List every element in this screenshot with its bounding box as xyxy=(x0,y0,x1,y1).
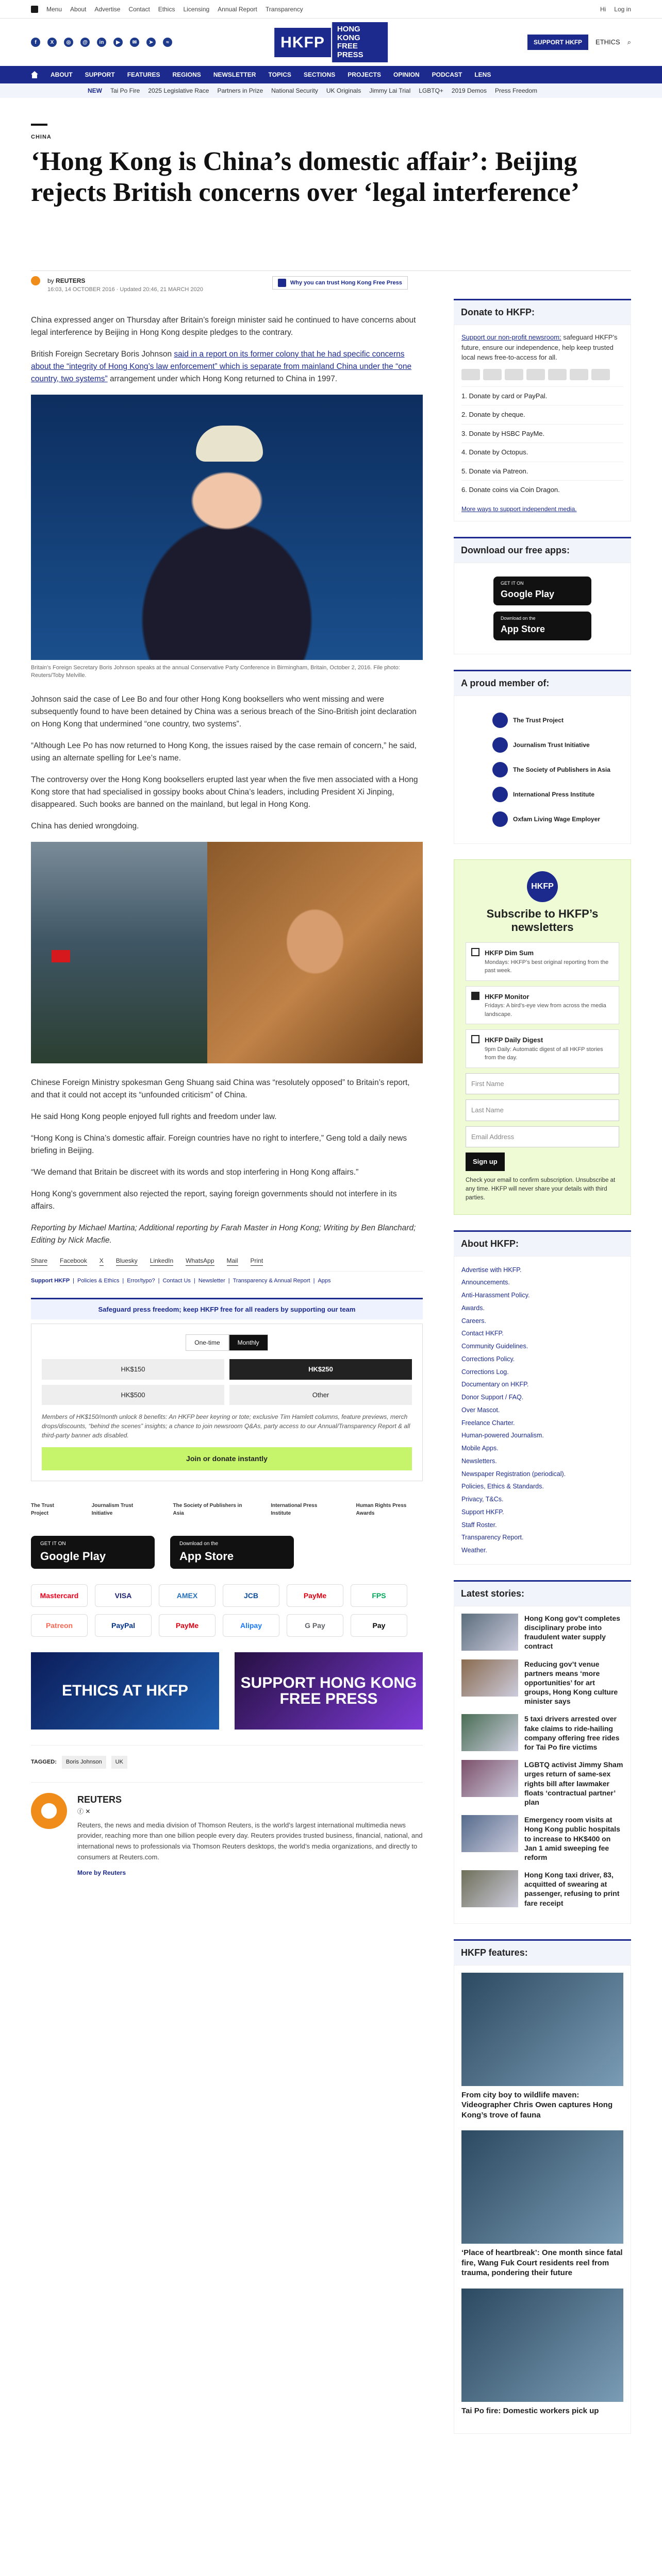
member-logo[interactable]: Human Rights Press Awards xyxy=(356,1503,407,1517)
amount-option[interactable]: HK$500 xyxy=(42,1385,224,1405)
nav-opinion[interactable]: OPINION xyxy=(393,71,420,78)
trending-bar xyxy=(0,83,662,98)
share-row xyxy=(31,1256,423,1272)
byline-by: by xyxy=(47,277,54,284)
proud-heading: A proud member of: xyxy=(454,670,631,696)
x-icon[interactable]: ✕ xyxy=(85,1807,91,1815)
donate-panel xyxy=(31,1324,423,1481)
payment-logo[interactable]: Mastercard xyxy=(31,1584,88,1607)
story-item[interactable] xyxy=(461,1815,623,1862)
about-item[interactable]: Freelance Charter. xyxy=(461,1419,515,1427)
share-print[interactable]: Print xyxy=(251,1256,263,1266)
util-item-contact[interactable]: Contact xyxy=(128,5,150,13)
feature-title[interactable]: From city boy to wildlife maven: Videographer Chris Owen captures Hong Kong’s trove of fauna xyxy=(461,2090,613,2120)
policy-link[interactable]: Transparency & Annual Report xyxy=(233,1278,310,1284)
about-item[interactable]: Advertise with HKFP. xyxy=(461,1266,522,1274)
youtube-icon[interactable]: ▶ xyxy=(113,38,123,47)
byline-date: 16:03, 14 OCTOBER 2016 · Updated 20:46, 21 MARCH 2020 xyxy=(47,286,203,293)
facebook-icon[interactable]: ⓕ xyxy=(77,1807,84,1815)
photo-portrait xyxy=(207,842,423,1063)
payment-logo[interactable]: PayPal xyxy=(95,1614,152,1637)
trending-item[interactable]: LGBTQ+ xyxy=(419,87,443,94)
ipi-icon xyxy=(492,787,508,802)
reporting-credit: Reporting by Michael Martina; Additional reporting by Farah Master in Hong Kong; Writing by Ben Blanchard; Editing by Nick Macfie. xyxy=(31,1224,416,1245)
member-item[interactable] xyxy=(492,762,623,777)
social-links xyxy=(31,38,172,47)
member-logo[interactable]: Journalism Trust Initiative xyxy=(91,1503,134,1517)
amount-option[interactable]: Other xyxy=(229,1385,412,1405)
feature-item[interactable] xyxy=(461,2289,623,2416)
paragraph: “Hong Kong is China’s domestic affair. Foreign countries have no right to interfere,” Geng told a daily news briefing in Beijing. xyxy=(31,1134,407,1156)
article-headline: ‘Hong Kong is China’s domestic affair’: Beijing rejects British concerns over ‘legal interference’ xyxy=(31,147,580,207)
brand-row xyxy=(0,19,662,66)
donate-text-rest: safeguard HKFP’s future, ensure our independence, help keep trusted local news free-to-access for all. xyxy=(461,333,618,361)
nav-topics[interactable]: TOPICS xyxy=(268,71,291,78)
sopa-icon xyxy=(492,762,508,777)
payment-methods xyxy=(31,1584,423,1637)
member-name: Oxfam Living Wage Employer xyxy=(513,815,600,823)
nl-option-title: HKFP Dim Sum xyxy=(485,949,534,957)
about-item[interactable]: Staff Roster. xyxy=(461,1521,497,1529)
feature-image[interactable] xyxy=(461,2130,623,2244)
card-icon xyxy=(483,369,502,380)
share-linkedin[interactable]: LinkedIn xyxy=(150,1256,173,1266)
google-play-button[interactable] xyxy=(31,1536,155,1569)
more-ways-link[interactable]: More ways to support independent media. xyxy=(461,505,577,513)
util-item-annual-report[interactable]: Annual Report xyxy=(218,5,257,13)
about-item[interactable]: Weather. xyxy=(461,1547,487,1554)
about-item[interactable]: Donor Support / FAQ. xyxy=(461,1394,524,1401)
author-socials xyxy=(77,1807,423,1816)
amount-option-selected[interactable]: HK$250 xyxy=(229,1359,412,1380)
member-name: The Trust Project xyxy=(513,716,564,724)
about-item[interactable]: Privacy, T&Cs. xyxy=(461,1496,504,1503)
trending-item[interactable]: 2025 Legislative Race xyxy=(148,87,209,94)
nl-option-title: HKFP Daily Digest xyxy=(485,1036,543,1044)
site-logo[interactable] xyxy=(274,22,388,62)
more-by-author-link[interactable]: More by Reuters xyxy=(77,1869,126,1876)
share-x[interactable]: X xyxy=(100,1256,104,1266)
nav-features[interactable]: FEATURES xyxy=(127,71,160,78)
story-title[interactable]: LGBTQ activist Jimmy Sham urges return of same-sex rights bill after lawmaker floats ‘contractual partner’ plan xyxy=(524,1760,623,1806)
payment-logo[interactable]: Pay xyxy=(351,1614,407,1637)
story-title[interactable]: 5 taxi drivers arrested over fake claims to ride-hailing company offering free rides for Tai Po fire victims xyxy=(524,1715,620,1752)
member-logo[interactable]: The Trust Project xyxy=(31,1503,55,1517)
store-big: App Store xyxy=(501,623,545,634)
category-rule xyxy=(31,124,47,126)
trending-item[interactable]: UK Originals xyxy=(326,87,361,94)
nav-projects[interactable]: PROJECTS xyxy=(347,71,381,78)
reuters-logo xyxy=(31,1793,67,1829)
tag[interactable]: UK xyxy=(111,1756,127,1769)
story-item[interactable] xyxy=(461,1760,623,1807)
photo-building xyxy=(31,842,207,1063)
apps-heading: Download our free apps: xyxy=(454,537,631,563)
donate-link[interactable]: Support our non-profit newsroom: xyxy=(461,333,561,341)
nav-sections[interactable]: SECTIONS xyxy=(303,71,336,78)
latest-heading: Latest stories: xyxy=(454,1580,631,1606)
donate-text xyxy=(461,332,623,363)
byline-author[interactable]: REUTERS xyxy=(56,277,86,284)
ethics-banner[interactable]: ETHICS AT HKFP xyxy=(31,1652,219,1730)
story-title[interactable]: Hong Kong gov’t completes disciplinary probe into fraudulent water supply contract xyxy=(524,1614,620,1651)
instagram-icon[interactable]: ◎ xyxy=(64,38,73,47)
card-icon xyxy=(461,369,480,380)
payment-logo[interactable]: Patreon xyxy=(31,1614,88,1637)
category-label[interactable]: CHINA xyxy=(31,134,52,140)
about-item[interactable]: Human-powered Journalism. xyxy=(461,1432,544,1439)
card-icon xyxy=(505,369,523,380)
about-list xyxy=(461,1264,623,1557)
payment-logo[interactable]: JCB xyxy=(223,1584,279,1607)
trending-item[interactable]: Press Freedom xyxy=(494,87,537,94)
promo-banners xyxy=(31,1652,423,1730)
trust-project-icon xyxy=(492,713,508,728)
nl-option-desc: 9pm Daily: Automatic digest of all HKFP stories from the day. xyxy=(485,1046,603,1061)
share-whatsapp[interactable]: WhatsApp xyxy=(186,1256,214,1266)
feature-title[interactable]: ‘Place of heartbreak’: One month since fatal fire, Wang Fuk Court residents reel from trauma, pondering their future xyxy=(461,2248,623,2278)
payment-logo[interactable]: G Pay xyxy=(287,1614,343,1637)
member-logo[interactable]: The Society of Publishers in Asia xyxy=(173,1503,242,1517)
about-item[interactable]: Corrections Policy. xyxy=(461,1355,515,1363)
flag-detail xyxy=(52,950,70,962)
utility-bar xyxy=(0,0,662,19)
trending-item[interactable]: 2019 Demos xyxy=(451,87,487,94)
feature-item[interactable] xyxy=(461,2130,623,2278)
sidebar xyxy=(454,299,631,2449)
about-box xyxy=(454,1256,631,1565)
signup-button[interactable]: Sign up xyxy=(466,1153,505,1171)
story-thumbnail[interactable] xyxy=(461,1614,518,1651)
trending-item[interactable]: National Security xyxy=(271,87,318,94)
newsletter-option[interactable] xyxy=(466,942,619,981)
features-heading: HKFP features: xyxy=(454,1939,631,1965)
donate-box xyxy=(454,325,631,521)
store-big: Google Play xyxy=(501,588,555,599)
oxfam-icon xyxy=(492,811,508,827)
donate-frequency-toggle xyxy=(42,1334,412,1351)
photo-detail xyxy=(196,426,263,462)
logo-subtitle: HONG KONG FREE PRESS xyxy=(331,22,388,62)
story-thumbnail[interactable] xyxy=(461,1815,518,1852)
about-item[interactable]: Awards. xyxy=(461,1304,485,1312)
support-banner[interactable]: SUPPORT HONG KONG FREE PRESS xyxy=(235,1652,423,1730)
util-item-login[interactable]: Log in xyxy=(614,5,631,13)
story-item[interactable] xyxy=(461,1714,623,1752)
about-item[interactable]: Documentary on HKFP. xyxy=(461,1381,529,1388)
apps-box xyxy=(454,563,631,654)
share-bluesky[interactable]: Bluesky xyxy=(116,1256,138,1266)
paragraph: Hong Kong’s government also rejected the report, saying foreign governments should not interfere in its affairs. xyxy=(31,1190,397,1211)
nav-newsletter[interactable]: NEWSLETTER xyxy=(213,71,256,78)
util-item-about[interactable]: About xyxy=(70,5,87,13)
hkfp-logo: HKFP xyxy=(527,871,558,902)
story-thumbnail[interactable] xyxy=(461,1659,518,1697)
features-list xyxy=(454,1965,631,2434)
brand-actions xyxy=(527,35,631,50)
story-title[interactable]: Reducing gov’t venue partners means ‘more opportunities’ for art groups, Hong Kong culture minister says xyxy=(524,1659,618,1706)
donate-option[interactable]: 3. Donate by HSBC PayMe. xyxy=(461,424,623,443)
paragraph xyxy=(31,348,423,385)
store-big: App Store xyxy=(179,1550,234,1563)
trust-link[interactable] xyxy=(272,276,408,290)
latest-stories xyxy=(454,1606,631,1924)
util-item-hi: Hi xyxy=(600,5,606,13)
util-item-menu[interactable]: Menu xyxy=(46,5,62,13)
member-logos xyxy=(31,1502,423,1517)
donate-option[interactable]: 4. Donate by Octopus. xyxy=(461,443,623,462)
feature-image[interactable] xyxy=(461,1973,623,2086)
story-thumbnail[interactable] xyxy=(461,1714,518,1751)
ethics-link[interactable]: ETHICS xyxy=(595,38,620,46)
app-store-button[interactable] xyxy=(170,1536,294,1569)
newsletter-option[interactable] xyxy=(466,986,619,1025)
jti-icon xyxy=(492,737,508,753)
tag[interactable]: Boris Johnson xyxy=(62,1756,106,1769)
story-thumbnail[interactable] xyxy=(461,1870,518,1907)
report-link[interactable]: said in a report on its former colony that he had specific concerns about the “integrity of Hong Kong’s law enforcement” which is separate from mainland China under the “one country, two systems” xyxy=(31,350,412,384)
nav-support[interactable]: SUPPORT xyxy=(85,71,115,78)
newsletter-option[interactable] xyxy=(466,1029,619,1068)
about-item[interactable]: Announcements. xyxy=(461,1279,510,1286)
threads-icon[interactable]: @ xyxy=(80,38,90,47)
donate-heading: Donate to HKFP: xyxy=(454,299,631,325)
feature-item[interactable] xyxy=(461,1973,623,2121)
x-icon[interactable]: X xyxy=(47,38,57,47)
google-play-button[interactable] xyxy=(493,577,591,605)
linkedin-icon[interactable]: in xyxy=(97,38,106,47)
payment-logo[interactable]: AMEX xyxy=(159,1584,216,1607)
nl-option-title: HKFP Monitor xyxy=(485,992,529,1001)
about-item[interactable]: Corrections Log. xyxy=(461,1368,509,1376)
about-item[interactable]: Mobile Apps. xyxy=(461,1445,499,1452)
byline-text xyxy=(47,276,203,294)
share-mail[interactable]: Mail xyxy=(227,1256,238,1266)
about-item[interactable]: Newspaper Registration (periodical). xyxy=(461,1470,566,1478)
policy-link[interactable]: Policies & Ethics xyxy=(77,1278,120,1284)
policy-link[interactable]: Error/typo? xyxy=(127,1278,155,1284)
mail-icon[interactable]: ✉ xyxy=(130,38,139,47)
app-store-button[interactable] xyxy=(493,612,591,640)
paragraph-text: arrangement under which Hong Kong returned to China in 1997. xyxy=(107,375,338,384)
util-item-transparency[interactable]: Transparency xyxy=(265,5,303,13)
about-item[interactable]: Transparency Report. xyxy=(461,1534,524,1541)
newsletter-box xyxy=(454,859,631,1215)
paragraph: “Although Lee Po has now returned to Hong Kong, the issues raised by the case remain of concern,” he said, using an alternate spelling for Lee’s name. xyxy=(31,741,417,762)
member-item[interactable] xyxy=(492,787,623,802)
nav-regions[interactable]: REGIONS xyxy=(172,71,201,78)
support-button[interactable]: SUPPORT HKFP xyxy=(527,35,588,50)
newsletter-title: Subscribe to HKFP’s newsletters xyxy=(486,907,599,934)
store-small: GET IT ON xyxy=(501,581,524,586)
payment-logo[interactable]: Alipay xyxy=(223,1614,279,1637)
feature-title[interactable]: Tai Po fire: Domestic workers pick up xyxy=(461,2406,599,2415)
nav-about[interactable]: ABOUT xyxy=(51,71,73,78)
payment-logo[interactable]: FPS xyxy=(351,1584,407,1607)
policy-link[interactable]: Newsletter xyxy=(198,1278,225,1284)
paragraph: “We demand that Britain be discreet with its words and stop interfering in Hong Kong affairs.” xyxy=(31,1168,359,1177)
payment-logo[interactable]: PayMe xyxy=(287,1584,343,1607)
share-button[interactable]: Share xyxy=(31,1256,47,1266)
store-small: Download on the xyxy=(179,1541,219,1547)
logo-mark: HKFP xyxy=(274,28,331,57)
tags-row xyxy=(31,1745,423,1769)
util-item-licensing[interactable]: Licensing xyxy=(183,5,210,13)
policy-link[interactable]: Contact Us xyxy=(162,1278,191,1284)
policy-link[interactable]: Support HKFP xyxy=(31,1278,70,1284)
last-name-input[interactable]: Last Name xyxy=(466,1099,619,1121)
about-item[interactable]: Support HKFP. xyxy=(461,1508,504,1516)
boris-johnson-photo xyxy=(31,395,423,660)
paragraph: The controversy over the Hong Kong booksellers erupted last year when the five men associated with a Hong Kong store that had specialised in gossipy books about China’s leaders, including President Xi Jinping, disappeared. Such books are banned on the mainland, but legal in Hong Kong. xyxy=(31,775,418,809)
join-donate-button[interactable]: Join or donate instantly xyxy=(42,1447,412,1470)
story-item[interactable] xyxy=(461,1614,623,1651)
donate-option[interactable]: 5. Donate via Patreon. xyxy=(461,462,623,481)
trust-icon xyxy=(278,279,286,287)
policy-link[interactable]: Apps xyxy=(318,1278,331,1284)
paragraph-text: British Foreign Secretary Boris Johnson xyxy=(31,350,174,359)
proud-box xyxy=(454,696,631,844)
newsletter-note: Check your email to confirm subscription. Unsubscribe at any time. HKFP will never share your details with third parties. xyxy=(466,1177,616,1201)
about-item[interactable]: Contact HKFP. xyxy=(461,1330,504,1337)
payment-icons xyxy=(461,369,623,380)
paragraph: China has denied wrongdoing. xyxy=(31,821,139,831)
bookseller-photo xyxy=(31,842,423,1063)
story-title[interactable]: Hong Kong taxi driver, 83, acquitted of swearing at passenger, refusing to print fare receipt xyxy=(524,1871,620,1907)
byline xyxy=(31,270,631,294)
card-icon xyxy=(548,369,567,380)
toggle-one-time[interactable]: One-time xyxy=(186,1334,228,1351)
share-facebook[interactable]: Facebook xyxy=(60,1256,87,1266)
donate-note: Members of HK$150/month unlock 8 benefits: An HKFP beer keyring or tote; exclusive Tim Hamlett columns, feature previews, merch drops/discounts, “behind the scenes” insights; a chance to join newsroom Q&As, party access to our Annual/Transparency Report & all third-party banner ads disabled. xyxy=(42,1413,410,1439)
member-item[interactable] xyxy=(492,713,623,728)
toggle-monthly[interactable]: Monthly xyxy=(229,1334,268,1351)
payment-logo[interactable]: VISA xyxy=(95,1584,152,1607)
telegram-icon[interactable]: ➤ xyxy=(146,38,156,47)
trust-label: Why you can trust Hong Kong Free Press xyxy=(290,279,402,286)
paragraph: Johnson said the case of Lee Bo and four other Hong Kong booksellers who went missing and were subsequently found to have been detained by China was a serious breach of the Sino-British joint declaration on Hong Kong that undermined “one country, two systems”. xyxy=(31,694,417,728)
search-icon[interactable]: ⌕ xyxy=(627,38,631,46)
member-item[interactable] xyxy=(492,737,623,753)
policy-links: Support HKFP | Policies & Ethics | Error/typo? | Contact Us | Newsletter | Transparency & Annual Report | Apps xyxy=(31,1277,423,1285)
main-nav xyxy=(0,66,662,83)
story-thumbnail[interactable] xyxy=(461,1760,518,1797)
about-item[interactable]: Policies, Ethics & Standards. xyxy=(461,1483,544,1490)
trending-item[interactable]: Partners in Prize xyxy=(217,87,263,94)
payment-logo[interactable]: PayMe xyxy=(159,1614,216,1637)
checkbox-checked[interactable] xyxy=(471,992,479,1000)
paragraph: Chinese Foreign Ministry spokesman Geng Shuang said China was “resolutely opposed” to Britain’s report, and that it could not accept its “unfounded criticism” of China. xyxy=(31,1078,410,1100)
trending-new-label: NEW xyxy=(88,87,102,94)
author-name[interactable]: REUTERS xyxy=(77,1794,122,1805)
card-icon xyxy=(570,369,588,380)
about-item[interactable]: Careers. xyxy=(461,1317,486,1325)
about-item[interactable]: Newsletters. xyxy=(461,1457,497,1465)
article-body xyxy=(31,314,423,1877)
trending-item[interactable]: Jimmy Lai Trial xyxy=(369,87,411,94)
store-big: Google Play xyxy=(40,1550,106,1563)
member-logo[interactable]: International Press Institute xyxy=(271,1503,318,1517)
about-heading: About HKFP: xyxy=(454,1230,631,1256)
story-item[interactable] xyxy=(461,1870,623,1908)
rss-icon[interactable]: ≈ xyxy=(163,38,172,47)
tags-label: TAGGED: xyxy=(31,1759,57,1766)
store-small: Download on the xyxy=(501,616,536,621)
checkbox[interactable] xyxy=(471,948,479,956)
facebook-icon[interactable]: f xyxy=(31,38,40,47)
story-title[interactable]: Emergency room visits at Hong Kong public hospitals to increase to HK$400 on Jan 1 amid sweeping fee reform xyxy=(524,1816,620,1861)
author-avatar xyxy=(31,276,40,285)
member-name: The Society of Publishers in Asia xyxy=(513,766,610,773)
amount-option[interactable]: HK$150 xyxy=(42,1359,224,1380)
util-item-advertise[interactable]: Advertise xyxy=(94,5,121,13)
author-bio: Reuters, the news and media division of Thomson Reuters, is the world’s largest international multimedia news provider, reaching more than one billion people every day. Reuters provides trusted business, financial, national, and international news to professionals via Thomson Reuters desktops, the world’s media organizations, and directly to consumers at Reuters.com. xyxy=(77,1821,423,1861)
store-small: GET IT ON xyxy=(40,1541,66,1547)
about-item[interactable]: Anti-Harassment Policy. xyxy=(461,1292,530,1299)
paragraph: He said Hong Kong people enjoyed full rights and freedom under law. xyxy=(31,1112,277,1122)
home-icon[interactable] xyxy=(31,71,38,78)
nav-podcast[interactable]: PODCAST xyxy=(432,71,462,78)
about-item[interactable]: Over Mascot. xyxy=(461,1406,500,1414)
util-item-ethics[interactable]: Ethics xyxy=(158,5,175,13)
member-item[interactable] xyxy=(492,811,623,827)
menu-icon[interactable] xyxy=(31,6,38,13)
card-icon xyxy=(591,369,610,380)
photo-caption: Britain’s Foreign Secretary Boris Johnson speaks at the annual Conservative Party Conference in Birmingham, Britain, October 2, 2016. File photo: Reuters/Toby Melville. xyxy=(31,665,400,679)
member-name: Journalism Trust Initiative xyxy=(513,741,590,749)
amount-grid xyxy=(42,1359,412,1405)
trending-item[interactable]: Tai Po Fire xyxy=(110,87,140,94)
donate-option[interactable]: 1. Donate by card or PayPal. xyxy=(461,386,623,405)
about-item[interactable]: Community Guidelines. xyxy=(461,1343,528,1350)
feature-image[interactable] xyxy=(461,2289,623,2402)
checkbox[interactable] xyxy=(471,1035,479,1043)
nl-option-desc: Mondays: HKFP’s best original reporting from the past week. xyxy=(485,959,609,974)
first-name-input[interactable]: First Name xyxy=(466,1073,619,1095)
nl-option-desc: Fridays: A bird’s-eye view from across the media landscape. xyxy=(485,1003,606,1018)
story-item[interactable] xyxy=(461,1659,623,1706)
card-icon xyxy=(526,369,545,380)
author-card xyxy=(31,1782,423,1877)
member-name: International Press Institute xyxy=(513,790,595,798)
donate-option[interactable]: 2. Donate by cheque. xyxy=(461,405,623,424)
nav-lens[interactable]: LENS xyxy=(474,71,491,78)
app-store-row xyxy=(31,1536,423,1569)
paragraph: China expressed anger on Thursday after Britain’s foreign minister said he continued to have concerns about legal interference by Beijing in Hong Kong despite pledges to the contrary. xyxy=(31,316,416,337)
donate-strip[interactable]: Safeguard press freedom; keep HKFP free for all readers by supporting our team xyxy=(31,1298,423,1320)
donate-option[interactable]: 6. Donate coins via Coin Dragon. xyxy=(461,480,623,499)
email-input[interactable]: Email Address xyxy=(466,1126,619,1148)
